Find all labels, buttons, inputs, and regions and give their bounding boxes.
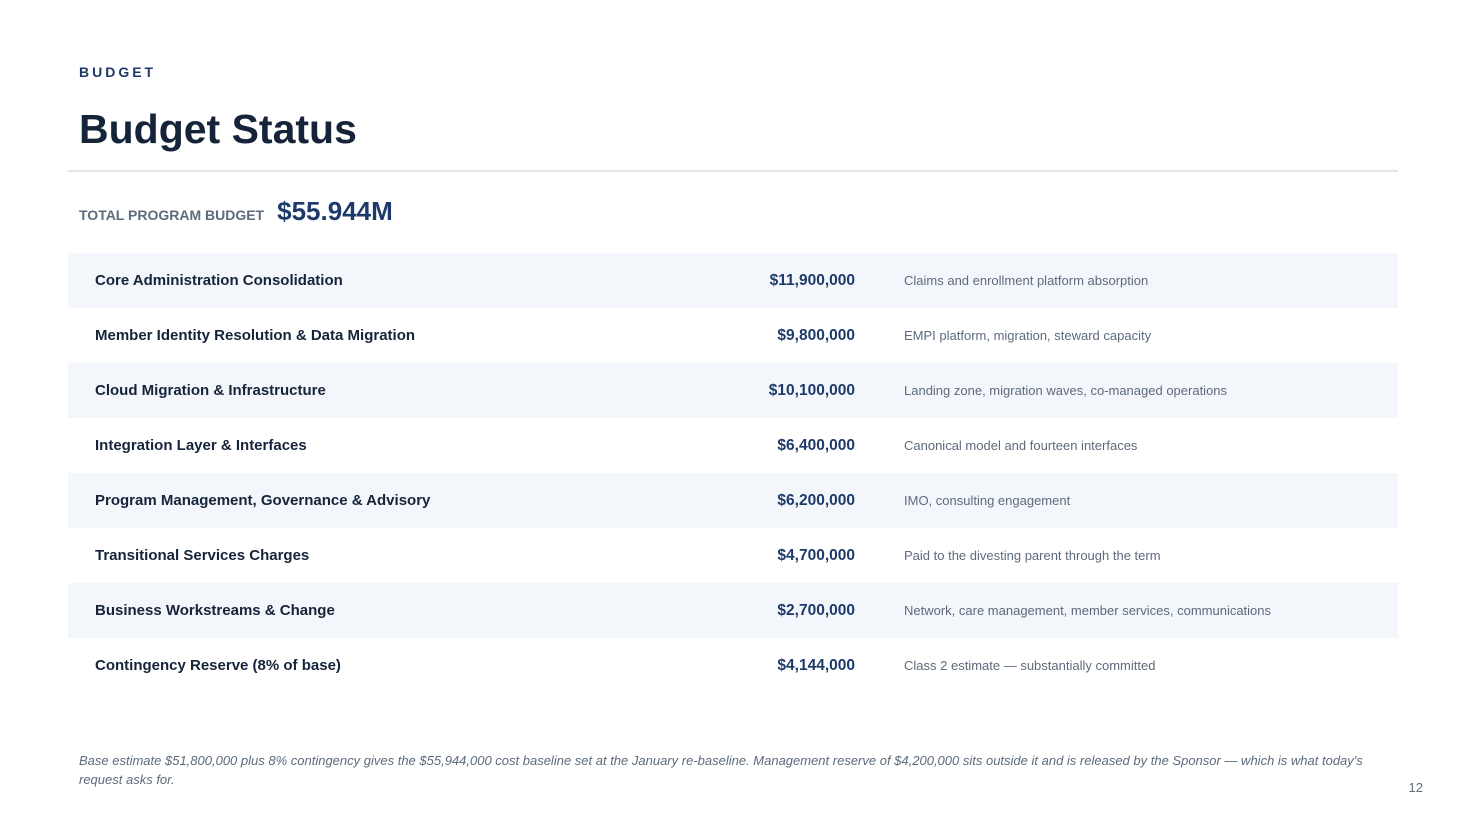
line-item-amount: $6,200,000 — [777, 491, 855, 509]
total-budget-value: $55.944M — [277, 196, 393, 226]
line-item-amount: $2,700,000 — [777, 601, 855, 619]
total-budget — [79, 196, 393, 227]
line-item-note: Class 2 estimate — substantially committed — [904, 658, 1156, 673]
total-budget-label: TOTAL PROGRAM BUDGET — [79, 207, 265, 223]
line-item-name: Contingency Reserve (8% of base) — [95, 657, 341, 674]
page-number: 12 — [1408, 780, 1423, 795]
line-item-note: EMPI platform, migration, steward capacity — [904, 328, 1152, 343]
line-item-name: Member Identity Resolution & Data Migration — [95, 327, 416, 344]
title-divider — [68, 170, 1398, 172]
table-row — [68, 473, 1398, 528]
line-item-amount: $11,900,000 — [769, 271, 855, 289]
footnote: Base estimate $51,800,000 plus 8% contingency gives the $55,944,000 cost baseline set at the January re-baseline. Management reserve of $4,200,000 sits outside it and is released by the Sponsor — which is what today's request asks for. — [79, 753, 1363, 787]
table-row — [68, 308, 1398, 363]
table-row — [68, 528, 1398, 583]
line-item-name: Cloud Migration & Infrastructure — [95, 382, 326, 399]
line-item-name: Transitional Services Charges — [95, 547, 310, 564]
line-item-amount: $9,800,000 — [777, 326, 855, 344]
line-item-note: Landing zone, migration waves, co-managed operations — [904, 383, 1228, 398]
line-item-note: IMO, consulting engagement — [904, 493, 1071, 508]
line-item-name: Program Management, Governance & Advisory — [95, 492, 431, 509]
line-item-amount: $4,700,000 — [777, 546, 855, 564]
line-item-amount: $6,400,000 — [777, 436, 855, 454]
table-row — [68, 363, 1398, 418]
line-item-name: Integration Layer & Interfaces — [95, 437, 307, 454]
line-item-name: Business Workstreams & Change — [95, 602, 335, 619]
line-item-amount: $10,100,000 — [768, 381, 855, 399]
table-row — [68, 418, 1398, 473]
line-item-amount: $4,144,000 — [777, 656, 855, 674]
table-row — [68, 253, 1398, 308]
line-item-note: Canonical model and fourteen interfaces — [904, 438, 1138, 453]
section-eyebrow: BUDGET — [79, 64, 157, 80]
page-title: Budget Status — [79, 106, 357, 152]
line-item-name: Core Administration Consolidation — [95, 272, 343, 289]
line-item-note: Paid to the divesting parent through the term — [904, 548, 1161, 563]
line-item-note: Network, care management, member services, communications — [904, 603, 1272, 618]
budget-table — [68, 253, 1398, 693]
line-item-note: Claims and enrollment platform absorption — [904, 273, 1149, 288]
table-row — [68, 638, 1398, 693]
table-row — [68, 583, 1398, 638]
